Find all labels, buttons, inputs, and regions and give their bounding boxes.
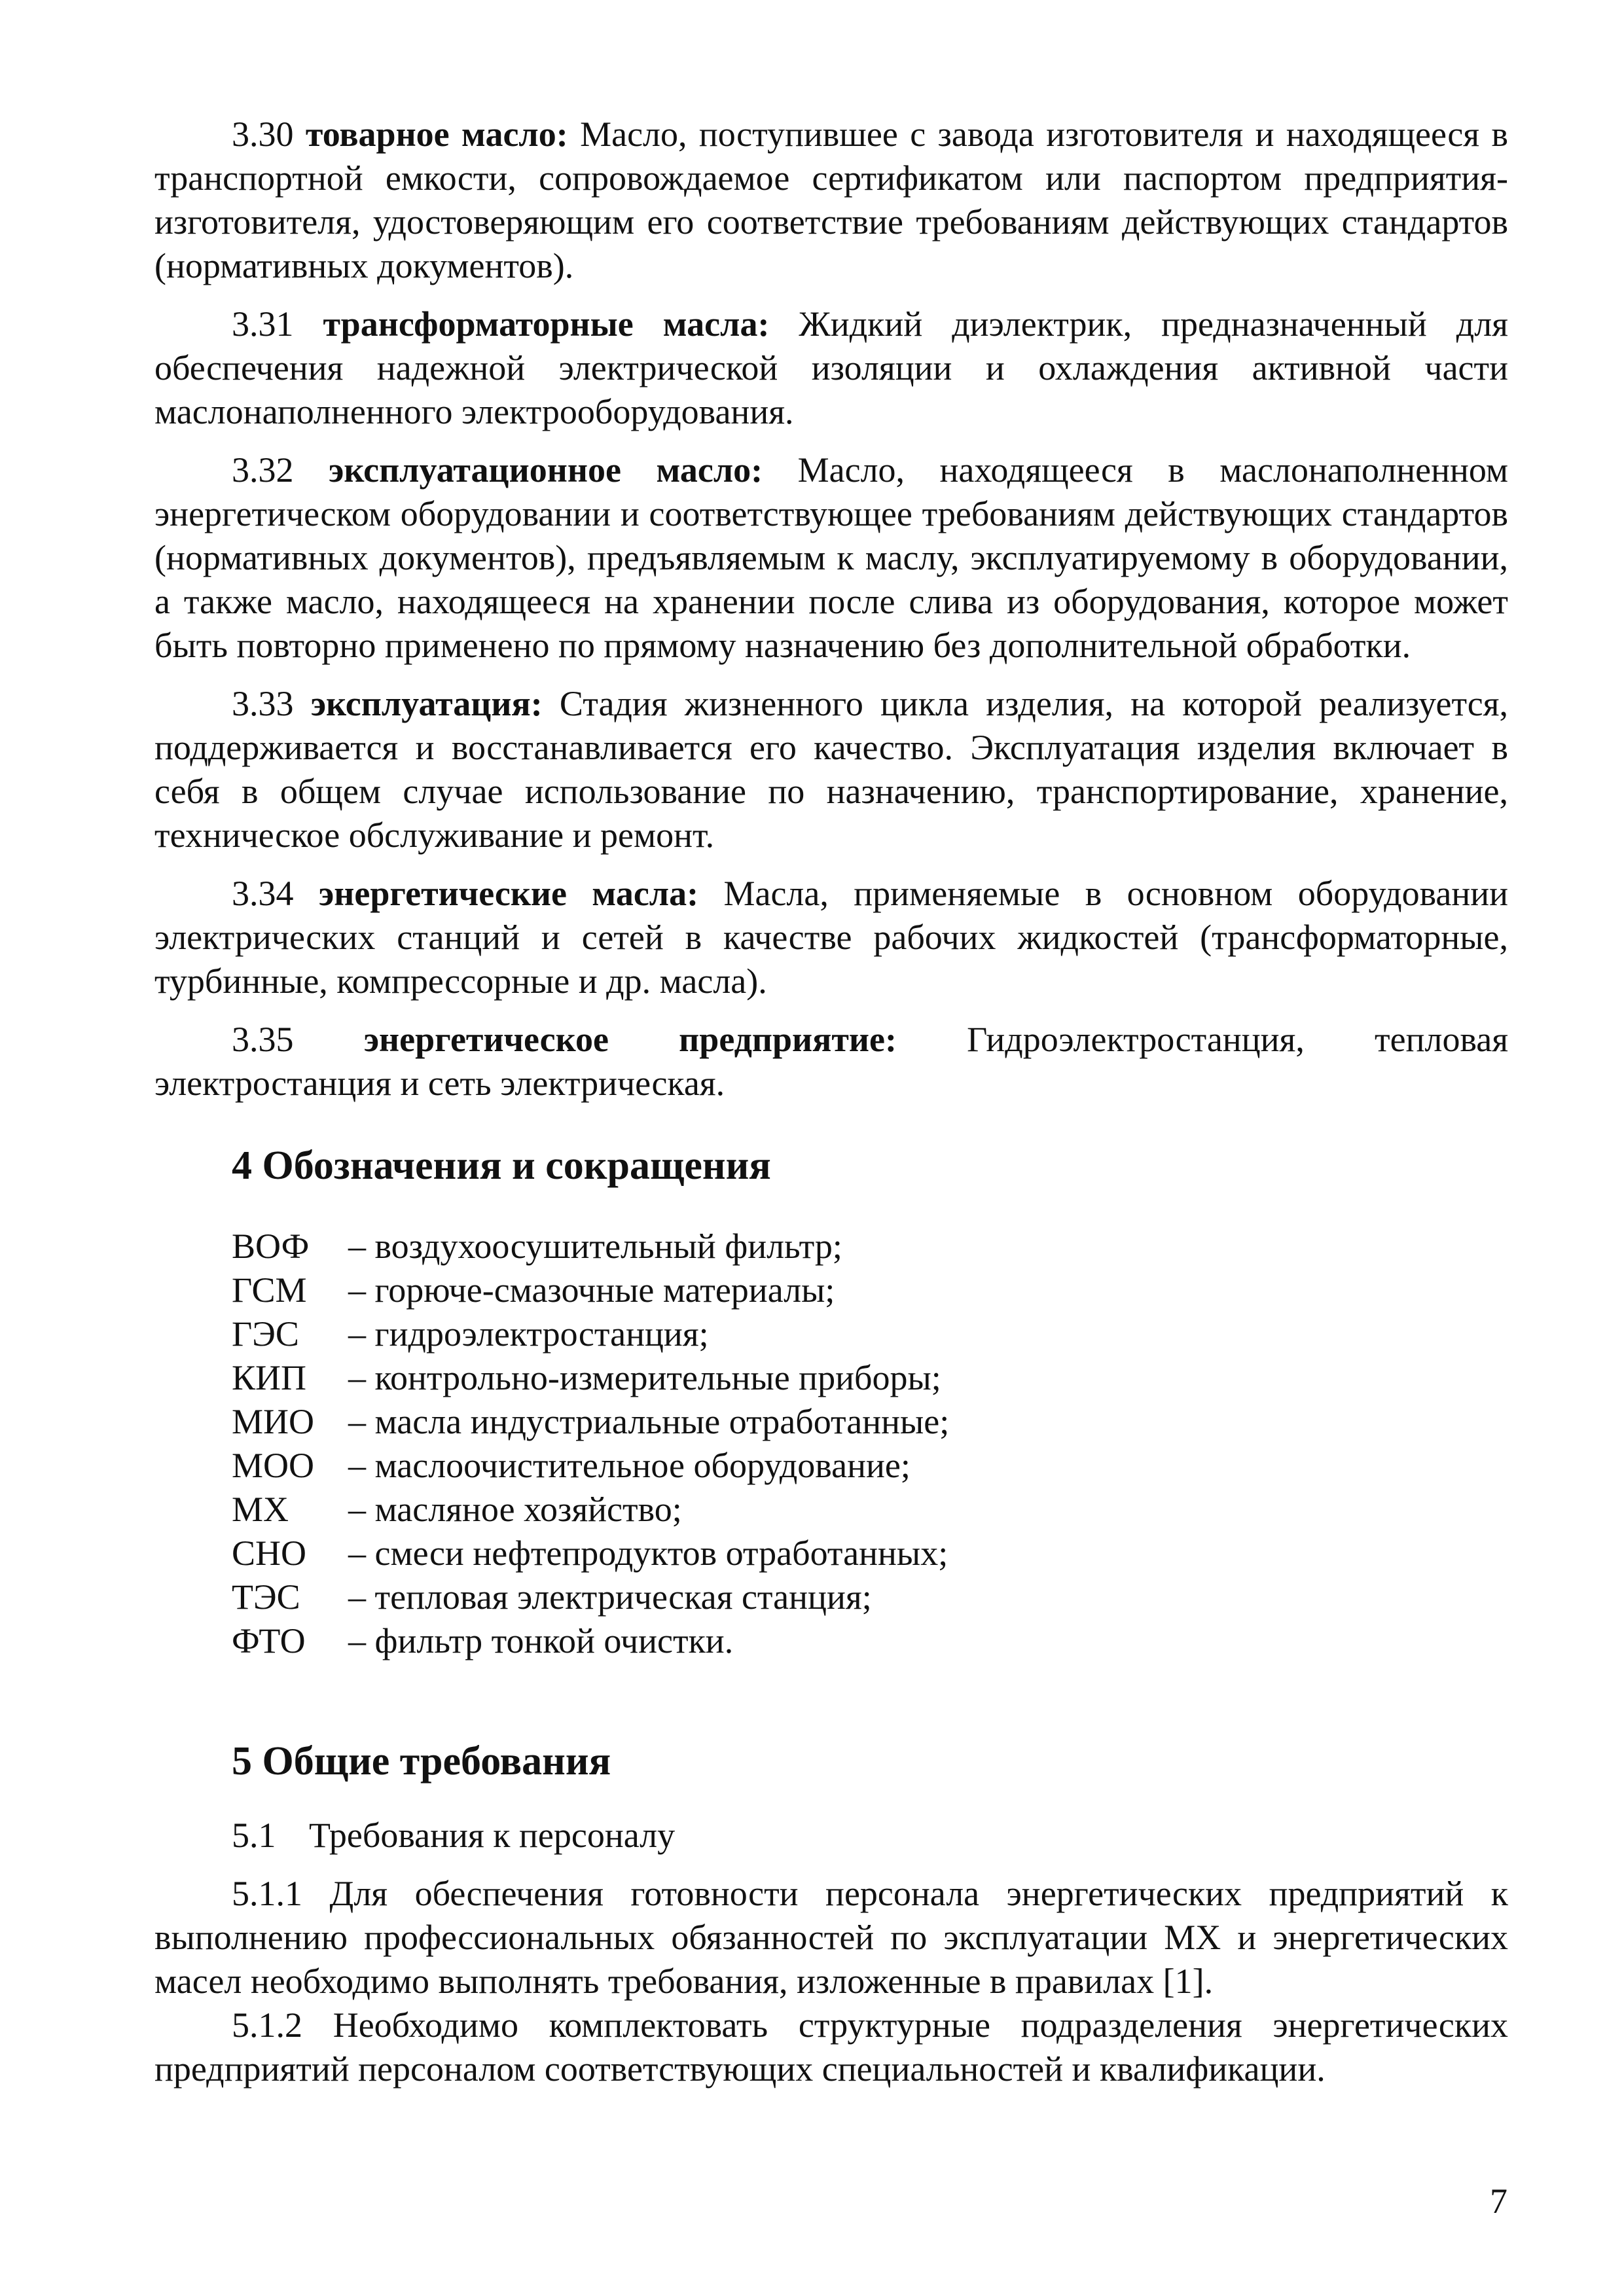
definition-3-32 bbox=[154, 448, 1508, 668]
abbreviation-definition: – масла индустриальные отработанные; bbox=[348, 1402, 950, 1441]
definition-3-33 bbox=[154, 682, 1508, 857]
definition-text: Масла, применяемые в основном оборудовании электрических станций и сетей в качестве рабочих жидкостей (трансформаторные, турбинные, компрессорные и др. масла). bbox=[154, 874, 1509, 1001]
abbreviation-code: ТЭС bbox=[232, 1577, 300, 1617]
definition-term: энергетическое предприятие: bbox=[363, 1020, 897, 1059]
list-item bbox=[232, 1356, 1508, 1400]
subsection-number: 5.1 bbox=[232, 1816, 276, 1855]
list-item bbox=[232, 1488, 1508, 1532]
definition-term: эксплуатационное масло: bbox=[329, 450, 763, 490]
abbreviation-definition: – маслоочистительное оборудование; bbox=[348, 1446, 911, 1485]
page-number: 7 bbox=[1490, 2181, 1507, 2221]
list-item bbox=[232, 1225, 1508, 1268]
definition-text: Масло, находящееся в маслонаполненном энергетическом оборудовании и соответствующее требованиям действующих стандартов (нормативных документов), предъявляемым к маслу, эксплуатируемому в оборудовании, а также масло, находящееся на хранении после слива из оборудования, которое может быть повторно применено по прямому назначению без дополнительной обработки. bbox=[154, 450, 1509, 665]
list-item bbox=[232, 1312, 1508, 1356]
definition-term: эксплуатация: bbox=[310, 684, 543, 723]
abbreviation-code: ГСМ bbox=[232, 1270, 307, 1310]
definition-3-31 bbox=[154, 302, 1508, 434]
definition-3-35 bbox=[154, 1018, 1508, 1105]
definition-text: Гидроэлектростанция, тепловая электростанция и сеть электрическая. bbox=[154, 1020, 1509, 1103]
list-item bbox=[232, 1532, 1508, 1575]
clause-text: Необходимо комплектовать структурные подразделения энергетических предприятий персоналом соответствующих специальностей и квалификации. bbox=[154, 2005, 1508, 2089]
definition-text: Масло, поступившее с завода изготовителя и находящееся в транспортной емкости, сопровождаемое сертификатом или паспортом предприятия-изготовителя, удостоверяющим его соответствие требованиям действующих стандартов (нормативных документов). bbox=[154, 115, 1509, 285]
abbreviation-code: МОО bbox=[232, 1446, 315, 1485]
definition-text: Жидкий диэлектрик, предназначенный для обеспечения надежной электрической изоляции и охлаждения активной части маслонаполненного электрооборудования. bbox=[154, 304, 1508, 431]
clause-5-1-1 bbox=[154, 1872, 1508, 2003]
abbreviations-list bbox=[232, 1225, 1508, 1663]
list-item bbox=[232, 1619, 1508, 1663]
definition-number: 3.33 bbox=[232, 684, 294, 723]
list-item bbox=[232, 1575, 1508, 1619]
definition-number: 3.35 bbox=[232, 1020, 294, 1059]
abbreviation-code: МХ bbox=[232, 1490, 289, 1529]
definition-text: Стадия жизненного цикла изделия, на которой реализуется, поддерживается и восстанавливается его качество. Эксплуатация изделия включает в себя в общем случае использование по назначению, транспортирование, хранение, техническое обслуживание и ремонт. bbox=[154, 684, 1509, 855]
definition-3-30 bbox=[154, 113, 1508, 288]
abbreviation-code: СНО bbox=[232, 1534, 307, 1573]
abbreviation-code: КИП bbox=[232, 1358, 307, 1397]
abbreviation-definition: – контрольно-измерительные приборы; bbox=[348, 1358, 941, 1397]
clause-5-1-2 bbox=[154, 2003, 1508, 2091]
list-item bbox=[232, 1400, 1508, 1444]
document-page bbox=[154, 113, 1508, 2091]
subsection-title: Требования к персоналу bbox=[309, 1816, 676, 1855]
definition-term: товарное масло: bbox=[305, 115, 568, 154]
clause-number: 5.1.2 bbox=[232, 2005, 302, 2045]
definition-3-34 bbox=[154, 872, 1508, 1003]
abbreviation-definition: – тепловая электрическая станция; bbox=[348, 1577, 872, 1617]
section-5-heading: 5 Общие требования bbox=[232, 1739, 611, 1784]
abbreviation-code: ГЭС bbox=[232, 1314, 299, 1354]
section-4-heading: 4 Обозначения и сокращения bbox=[232, 1143, 771, 1188]
abbreviation-definition: – смеси нефтепродуктов отработанных; bbox=[348, 1534, 948, 1573]
abbreviation-definition: – воздухоосушительный фильтр; bbox=[348, 1227, 842, 1266]
abbreviation-definition: – горюче-смазочные материалы; bbox=[348, 1270, 835, 1310]
clause-number: 5.1.1 bbox=[232, 1874, 302, 1913]
list-item bbox=[232, 1444, 1508, 1488]
abbreviation-definition: – гидроэлектростанция; bbox=[348, 1314, 709, 1354]
definition-number: 3.31 bbox=[232, 304, 294, 344]
list-item bbox=[232, 1268, 1508, 1312]
abbreviation-definition: – фильтр тонкой очистки. bbox=[348, 1621, 734, 1660]
abbreviation-code: МИО bbox=[232, 1402, 315, 1441]
definition-term: энергетические масла: bbox=[318, 874, 699, 913]
definition-number: 3.32 bbox=[232, 450, 294, 490]
clause-text: Для обеспечения готовности персонала энергетических предприятий к выполнению профессиональных обязанностей по эксплуатации МХ и энергетических масел необходимо выполнять требования, изложенные в правилах [1]. bbox=[154, 1874, 1508, 2001]
abbreviation-code: ВОФ bbox=[232, 1227, 310, 1266]
definition-term: трансформаторные масла: bbox=[323, 304, 770, 344]
abbreviation-definition: – масляное хозяйство; bbox=[348, 1490, 682, 1529]
definition-number: 3.30 bbox=[232, 115, 294, 154]
definition-number: 3.34 bbox=[232, 874, 294, 913]
abbreviation-code: ФТО bbox=[232, 1621, 306, 1660]
subsection-5-1-heading bbox=[232, 1814, 1508, 1857]
